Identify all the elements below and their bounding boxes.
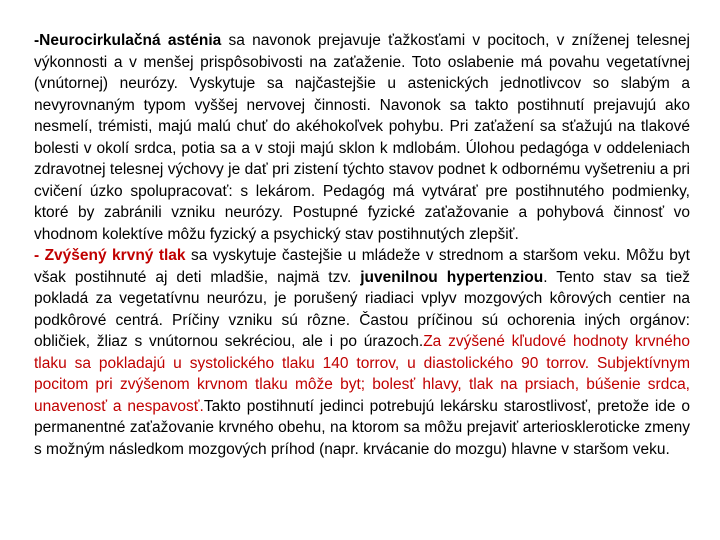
term-juvenile-hypertension: juvenilnou hypertenziou (360, 268, 544, 286)
paragraph-hypertension-care: Takto postihnutí jedinci potrebujú lekársku starostlivosť, pretože ide o permanentné zaťažovanie krvného obehu, na ktorom sa môžu prejaviť arterioskleroticke zmeny s možným následkom mozgových príhod (napr. krvácanie do mozgu) hlavne v staršom veku. (34, 397, 690, 458)
heading-high-blood-pressure: - Zvýšený krvný tlak (34, 247, 186, 264)
paragraph-hypertension-intro: sa vyskytuje častejšie u mládeže v strednom a staršom veku. Môžu byt však postihnuté aj deti mladšie, najmä tzv. (34, 247, 690, 286)
paragraph-hypertension-values-red: Za zvýšené kľudové hodnoty krvného tlaku sa pokladajú u systolického tlaku 140 torrov, u diastolického 90 torrov. Subjektívnym pocitom pri zvýšenom krvnom tlaku môže byt; bolesť hlavy, tlak na prsiach, búšenie srdca, unavenosť a nespavosť. (34, 333, 690, 415)
paragraph-hypertension-causes: . Tento stav sa tiež pokladá za vegetatívnu neurózu, je porušený riadiaci vplyv mozgových kôrových centier na podkôrové centrá. Príčiny vzniku sú rôzne. Častou príčinou sú ochorenia iných orgánov: obličiek, žliaz s vnútornou sekréciou, ale i po úrazoch. (34, 268, 690, 350)
heading-neurocirculatory-asthenia: -Neurocirkulačná asténia (34, 32, 222, 49)
paragraph-asthenia-body: sa navonok prejavuje ťažkosťami v pocitoch, v zníženej telesnej výkonnosti a v menšej prispôsobivosti na zaťaženie. Toto oslabenie má povahu vegetatívnej (vnútornej) neurózy. Vyskytuje sa najčastejšie u astenických jednotlivcov so slabým a nevyrovnaným typom vyššej nervovej činnosti. Navonok sa takto postihnutí prejavujú ako nesmelí, trémisti, majú malú chuť do akéhokoľvek pohybu. Pri zaťažení sa sťažujú na tlakové bolesti v okolí srdca, potia sa a v stoji majú sklon k mdlobám. Úlohou pedagóga v oddeleniach zdravotnej telesnej výchovy je dať pri zistení týchto stavov podnet k odbornému vyšetreniu a pri cvičení úzko spolupracovať: s lekárom. Pedagóg má vytvárať pre postihnutého podmienky, ktoré by zabránili vzniku neurózy. Postupné fyzické zaťažovanie a pohybová činnosť vo vhodnom kolektíve môžu fyzický a psychický stav postihnutých zlepšiť. (34, 32, 690, 243)
document-text (34, 30, 690, 460)
